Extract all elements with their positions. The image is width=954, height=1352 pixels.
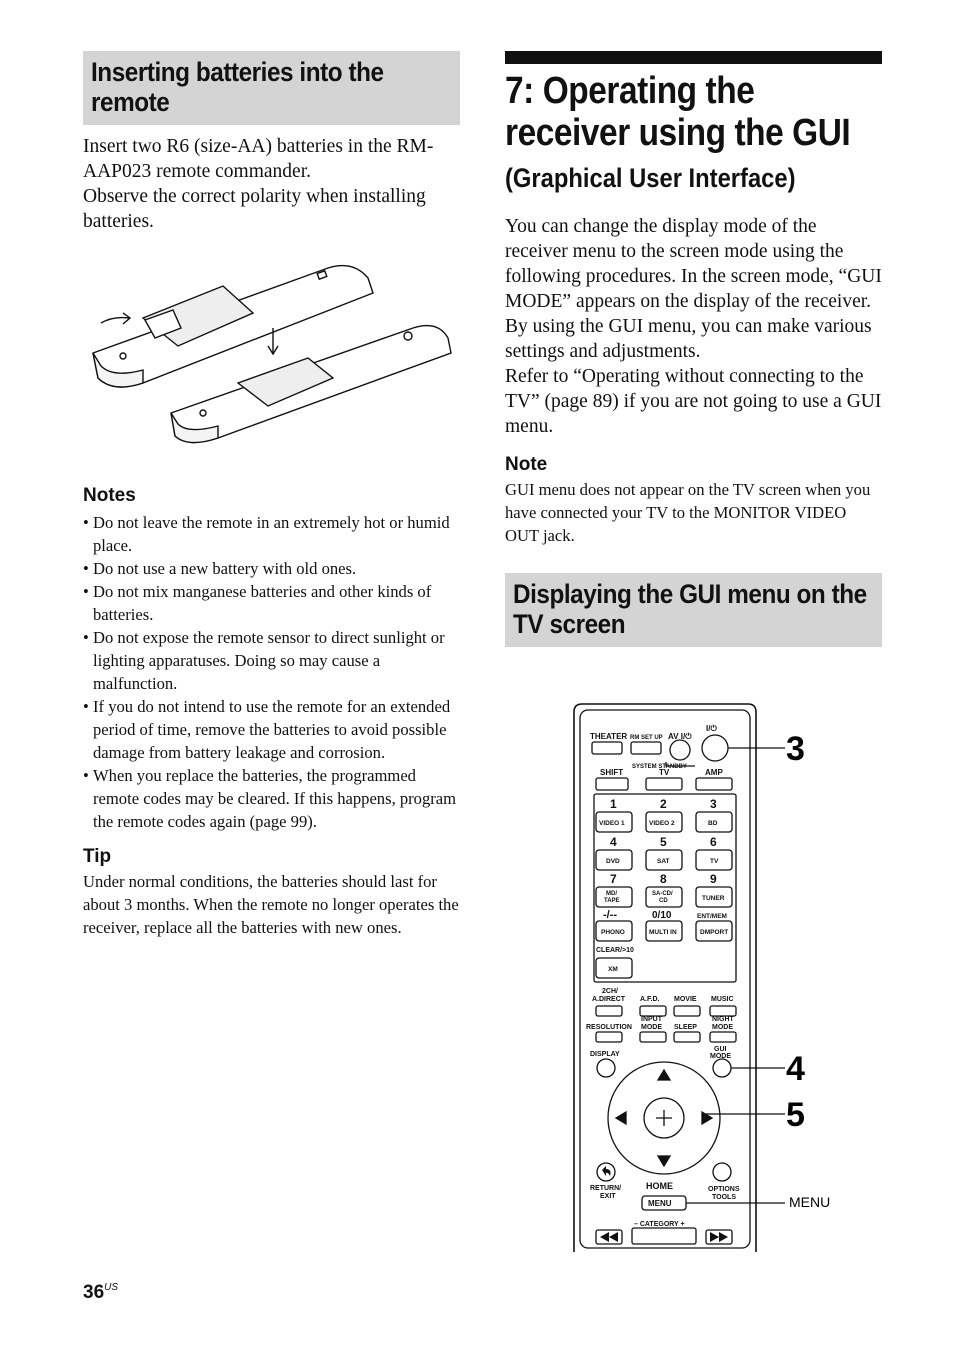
amp-button bbox=[696, 778, 732, 790]
exit-label: EXIT bbox=[600, 1193, 616, 1200]
dash-label: -/-- bbox=[603, 909, 618, 921]
callout-step-5: 5 bbox=[786, 1096, 805, 1134]
tools-label: TOOLS bbox=[712, 1194, 736, 1201]
2ch-label: 2CH/ bbox=[602, 988, 618, 995]
display-button bbox=[597, 1059, 615, 1077]
input-label: INPUT bbox=[641, 1016, 662, 1023]
note-item: • Do not expose the remote sensor to direct sunlight or lighting apparatuses. Doing so may cause a malfunction. bbox=[83, 626, 460, 695]
theater-label: THEATER bbox=[590, 732, 628, 741]
afd-button bbox=[640, 1006, 666, 1016]
rm-setup-label: RM SET UP bbox=[630, 735, 663, 741]
night-mode-label: MODE bbox=[712, 1024, 733, 1031]
resolution-label: RESOLUTION bbox=[586, 1024, 632, 1031]
a-direct-label: A.DIRECT bbox=[592, 996, 626, 1003]
md-label: MD/ bbox=[606, 891, 617, 897]
afd-label: A.F.D. bbox=[640, 996, 660, 1003]
sacd-cd-button bbox=[646, 887, 682, 907]
dvd-label: DVD bbox=[606, 858, 620, 865]
num-9-label: 9 bbox=[710, 872, 717, 886]
shift-button bbox=[596, 778, 628, 790]
gui-mode-button bbox=[713, 1059, 731, 1077]
tv-button-label: TV bbox=[710, 858, 719, 865]
intro-text-2: Observe the correct polarity when installing batteries. bbox=[83, 186, 426, 232]
theater-button bbox=[592, 742, 622, 754]
xm-label: XM bbox=[608, 966, 618, 973]
num-5-label: 5 bbox=[660, 835, 667, 849]
tv-select-button bbox=[646, 778, 682, 790]
note-item: • Do not use a new battery with old ones. bbox=[83, 557, 460, 580]
options-label: OPTIONS bbox=[708, 1186, 740, 1193]
av-power-label: AV I/⏻ bbox=[668, 732, 692, 741]
phono-label: PHONO bbox=[601, 929, 625, 936]
night-mode-button bbox=[710, 1032, 736, 1042]
rm-setup-button bbox=[631, 742, 661, 754]
display-label: DISPLAY bbox=[590, 1051, 620, 1058]
cd-label: CD bbox=[659, 898, 668, 904]
tuner-label: TUNER bbox=[702, 895, 725, 902]
num-4-label: 4 bbox=[610, 835, 617, 849]
movie-label: MOVIE bbox=[674, 996, 697, 1003]
gui-para-1: You can change the display mode of the receiver menu to the screen mode using the following procedures. In the screen mode, “GUI MODE” appears on the display of the receiver. bbox=[505, 216, 882, 312]
input-mode-button bbox=[640, 1032, 666, 1042]
note-item: • When you replace the batteries, the programmed remote codes may be cleared. If this happens, program the remote codes again (page 99). bbox=[83, 764, 460, 833]
video1-label: VIDEO 1 bbox=[599, 820, 625, 827]
right-column bbox=[505, 51, 882, 647]
category-label: – CATEGORY + bbox=[634, 1221, 685, 1228]
shift-label: SHIFT bbox=[600, 768, 624, 777]
num-1-label: 1 bbox=[610, 797, 617, 811]
note-item: • Do not mix manganese batteries and other kinds of batteries. bbox=[83, 580, 460, 626]
left-column bbox=[83, 51, 460, 939]
intro-text: Insert two R6 (size-AA) batteries in the RM-AAP023 remote commander. bbox=[83, 136, 434, 182]
gui-mode-label: MODE bbox=[710, 1053, 731, 1060]
category-button bbox=[632, 1228, 696, 1244]
section-header-batteries bbox=[83, 51, 460, 125]
gui-para-3: Refer to “Operating without connecting to the TV” (page 89) if you are not going to use a GUI menu. bbox=[505, 366, 882, 437]
gui-label: GUI bbox=[714, 1046, 727, 1053]
page-suffix: US bbox=[104, 1282, 119, 1293]
num-0-label: 0/10 bbox=[652, 910, 672, 921]
num-7-label: 7 bbox=[610, 872, 617, 886]
clear-label: CLEAR/>10 bbox=[596, 947, 634, 954]
tape-label: TAPE bbox=[604, 898, 620, 904]
callout-menu: MENU bbox=[789, 1194, 830, 1210]
system-standby-label: SYSTEM STANDBY bbox=[632, 764, 687, 770]
remote-illustration bbox=[560, 700, 830, 1252]
page-number-value: 36 bbox=[83, 1282, 105, 1303]
num-6-label: 6 bbox=[710, 835, 717, 849]
av-power-button bbox=[670, 740, 690, 760]
return-label: RETURN/ bbox=[590, 1185, 622, 1192]
menu-label: MENU bbox=[648, 1199, 672, 1208]
note-text: GUI menu does not appear on the TV screen when you have connected your TV to the MONITOR VIDEO OUT jack. bbox=[505, 480, 871, 545]
chapter-subtitle: (Graphical User Interface) bbox=[505, 163, 796, 193]
tip-heading: Tip bbox=[83, 846, 112, 867]
callout-step-3: 3 bbox=[786, 730, 805, 768]
home-label: HOME bbox=[646, 1181, 673, 1191]
note-item: • If you do not intend to use the remote for an extended period of time, remove the batteries to avoid possible damage from battery leakage and corrosion. bbox=[83, 695, 460, 764]
md-tape-button bbox=[596, 887, 632, 907]
entmem-label: ENT/MEM bbox=[697, 913, 727, 920]
note-heading: Note bbox=[505, 454, 548, 475]
night-label: NIGHT bbox=[712, 1016, 734, 1023]
callout-step-4: 4 bbox=[786, 1050, 805, 1088]
sat-label: SAT bbox=[657, 858, 670, 865]
input-mode-label: MODE bbox=[641, 1024, 662, 1031]
options-tools-button bbox=[713, 1163, 731, 1181]
notes-heading: Notes bbox=[83, 485, 136, 506]
chapter-bar bbox=[505, 51, 882, 64]
resolution-button bbox=[596, 1032, 622, 1042]
section-title: Inserting batteries into the remote bbox=[91, 57, 384, 117]
notes-list bbox=[83, 511, 460, 833]
amp-label: AMP bbox=[705, 768, 723, 777]
note-item: • Do not leave the remote in an extremely hot or humid place. bbox=[83, 511, 460, 557]
tip-text: Under normal conditions, the batteries should last for about 3 months. When the remote no longer operates the receiver, replace all the batteries with new ones. bbox=[83, 872, 459, 937]
music-button bbox=[710, 1006, 736, 1016]
num-2-label: 2 bbox=[660, 797, 667, 811]
num-8-label: 8 bbox=[660, 872, 667, 886]
section-header-gui bbox=[505, 573, 882, 647]
a-direct-button bbox=[596, 1006, 622, 1016]
section-title: Displaying the GUI menu on the TV screen bbox=[513, 579, 867, 639]
page-number bbox=[83, 1282, 118, 1304]
gui-para-2: By using the GUI menu, you can make various settings and adjustments. bbox=[505, 316, 872, 362]
bd-label: BD bbox=[708, 820, 718, 827]
dmport-label: DMPORT bbox=[700, 929, 729, 936]
music-label: MUSIC bbox=[711, 996, 734, 1003]
power-button bbox=[702, 735, 728, 761]
chapter-title: 7: Operating the receiver using the GUI bbox=[505, 70, 851, 154]
video2-label: VIDEO 2 bbox=[649, 820, 675, 827]
num-3-label: 3 bbox=[710, 797, 717, 811]
sacd-label: SA-CD/ bbox=[652, 891, 673, 897]
sleep-label: SLEEP bbox=[674, 1024, 697, 1031]
power-label: I/⏻ bbox=[706, 724, 717, 733]
sleep-button bbox=[674, 1032, 700, 1042]
multi-in-label: MULTI IN bbox=[649, 929, 677, 936]
battery-illustration bbox=[83, 258, 460, 458]
tv-label: TV bbox=[659, 768, 670, 777]
movie-button bbox=[674, 1006, 700, 1016]
